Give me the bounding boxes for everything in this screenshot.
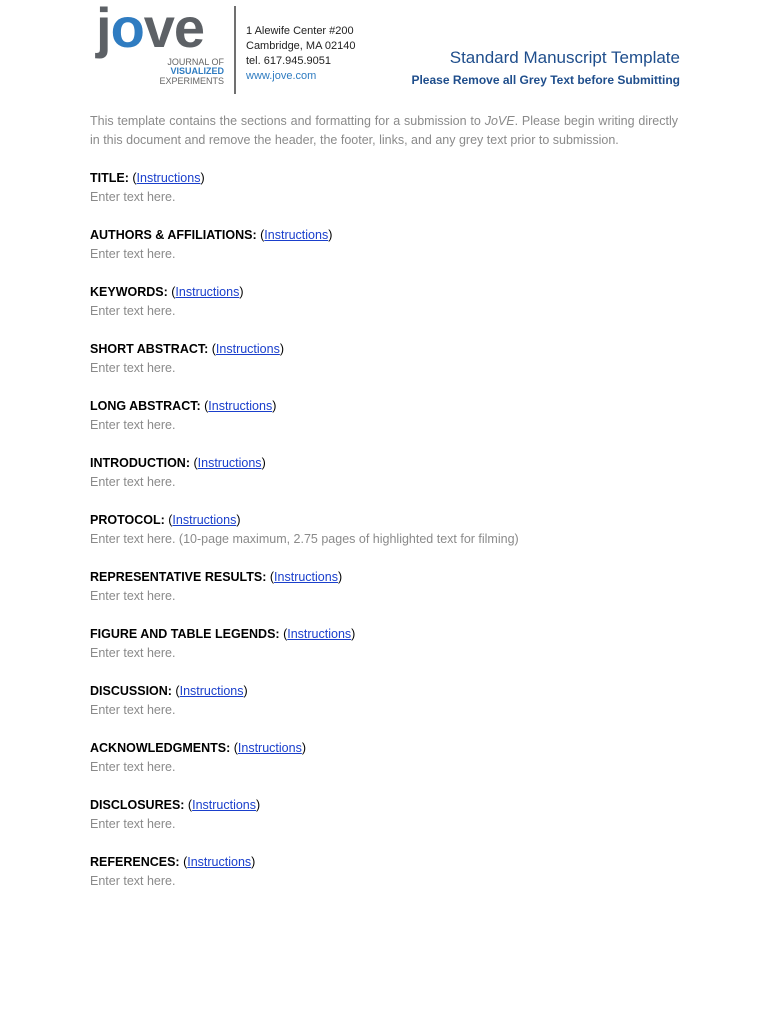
instructions-link[interactable]: Instructions xyxy=(192,798,257,812)
section-placeholder[interactable]: Enter text here. xyxy=(90,817,176,831)
jove-logo: jove xyxy=(96,0,205,59)
instructions-link[interactable]: Instructions xyxy=(179,684,244,698)
section-heading: REPRESENTATIVE RESULTS: (Instructions) xyxy=(90,570,343,584)
manuscript-section xyxy=(90,226,678,264)
section-heading: PROTOCOL: (Instructions) xyxy=(90,513,241,527)
phone: tel. 617.945.9051 xyxy=(246,55,332,67)
document-header xyxy=(90,0,680,98)
section-heading: ACKNOWLEDGMENTS: (Instructions) xyxy=(90,741,306,755)
instructions-link[interactable]: Instructions xyxy=(287,627,352,641)
section-heading: DISCLOSURES: (Instructions) xyxy=(90,798,261,812)
instructions-link[interactable]: Instructions xyxy=(197,456,262,470)
section-heading: KEYWORDS: (Instructions) xyxy=(90,285,244,299)
manuscript-section xyxy=(90,397,678,435)
manuscript-section xyxy=(90,454,678,492)
section-placeholder[interactable]: Enter text here. xyxy=(90,361,176,375)
manuscript-section xyxy=(90,340,678,378)
manuscript-section xyxy=(90,739,678,777)
manuscript-section xyxy=(90,853,678,891)
section-placeholder[interactable]: Enter text here. (10-page maximum, 2.75 pages of highlighted text for filming) xyxy=(90,532,519,546)
instructions-link[interactable]: Instructions xyxy=(172,513,237,527)
template-title: Standard Manuscript Template xyxy=(449,48,680,67)
instructions-link[interactable]: Instructions xyxy=(274,570,338,584)
instructions-link[interactable]: Instructions xyxy=(136,171,201,185)
manuscript-section xyxy=(90,169,678,207)
section-heading: SHORT ABSTRACT: (Instructions) xyxy=(90,342,285,356)
section-placeholder[interactable]: Enter text here. xyxy=(90,304,176,318)
section-placeholder[interactable]: Enter text here. xyxy=(90,760,176,774)
manuscript-section xyxy=(90,682,678,720)
header-divider xyxy=(234,6,236,94)
website-link[interactable]: www.jove.com xyxy=(246,70,317,82)
manuscript-section xyxy=(90,283,678,321)
instructions-link[interactable]: Instructions xyxy=(237,741,302,755)
instructions-link[interactable]: Instructions xyxy=(208,399,273,413)
logo-subtitle: JOURNAL OF VISUALIZED EXPERIMENTS xyxy=(159,57,224,86)
instructions-link[interactable]: Instructions xyxy=(187,855,252,869)
section-heading: AUTHORS & AFFILIATIONS: (Instructions) xyxy=(90,228,333,242)
section-placeholder[interactable]: Enter text here. xyxy=(90,646,176,660)
section-placeholder[interactable]: Enter text here. xyxy=(90,418,176,432)
manuscript-section xyxy=(90,625,678,663)
manuscript-section xyxy=(90,796,678,834)
section-list xyxy=(90,169,678,891)
address-block xyxy=(246,24,355,84)
section-heading: FIGURE AND TABLE LEGENDS: (Instructions) xyxy=(90,627,356,641)
section-heading: LONG ABSTRACT: (Instructions) xyxy=(90,399,277,413)
section-heading: INTRODUCTION: (Instructions) xyxy=(90,456,266,470)
instructions-link[interactable]: Instructions xyxy=(264,228,329,242)
instructions-link[interactable]: Instructions xyxy=(175,285,240,299)
manuscript-section xyxy=(90,568,678,606)
address-line-1: 1 Alewife Center #200 xyxy=(246,25,354,37)
section-placeholder[interactable]: Enter text here. xyxy=(90,190,176,204)
section-placeholder[interactable]: Enter text here. xyxy=(90,247,176,261)
section-placeholder[interactable]: Enter text here. xyxy=(90,475,176,489)
manuscript-section xyxy=(90,511,678,549)
section-placeholder[interactable]: Enter text here. xyxy=(90,589,176,603)
address-line-2: Cambridge, MA 02140 xyxy=(246,40,356,52)
section-placeholder[interactable]: Enter text here. xyxy=(90,874,176,888)
section-heading: REFERENCES: (Instructions) xyxy=(90,855,256,869)
template-subtitle: Please Remove all Grey Text before Submitting xyxy=(411,73,680,87)
intro-paragraph: This template contains the sections and formatting for a submission to JoVE. Please begin writing directly in this document and remove the header, the footer, links, and any grey text prior to submission. xyxy=(90,114,678,147)
document-body xyxy=(90,112,678,891)
section-heading: DISCUSSION: (Instructions) xyxy=(90,684,248,698)
section-heading: TITLE: (Instructions) xyxy=(90,171,205,185)
section-placeholder[interactable]: Enter text here. xyxy=(90,703,176,717)
instructions-link[interactable]: Instructions xyxy=(215,342,280,356)
